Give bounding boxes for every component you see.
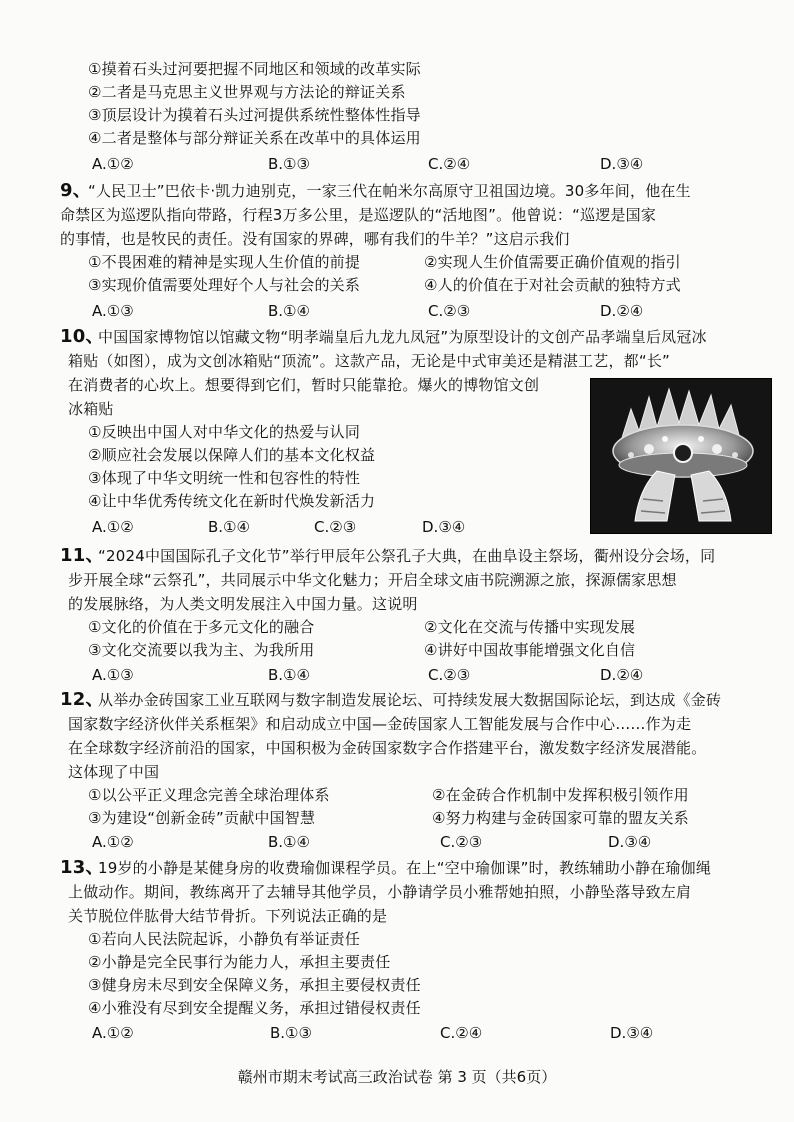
q12-stem-line-3: 在全球数字经济前沿的国家，中国积极为金砖国家数字合作搭建平台，激发数字经济发展潜能。 <box>68 739 707 757</box>
q10-statement-2: ②顺应社会发展以保障人们的基本文化权益 <box>88 446 376 464</box>
q11-options <box>92 664 712 686</box>
q13-option-c[interactable]: C.②④ <box>440 1024 483 1042</box>
q12-stem-line-1: 从举办金砖国家工业互联网与数字制造发展论坛、可持续发展大数据国际论坛，到达成《金砖 <box>98 691 722 709</box>
q8-option-d[interactable]: D.③④ <box>600 155 644 173</box>
q8-statement-3: ③顶层设计为摸着石头过河提供系统性整体性指导 <box>88 106 421 124</box>
q10-option-b[interactable]: B.①④ <box>208 518 250 536</box>
q10-stem-line-3: 在消费者的心坎上。想要得到它们，暂时只能靠抢。爆火的博物馆文创 <box>68 376 540 394</box>
page-footer: 赣州市期末考试高三政治试卷 第 3 页（共6页） <box>237 1068 557 1086</box>
q12-number: 12、 <box>60 689 104 710</box>
q9-statement-4: ④人的价值在于对社会贡献的独特方式 <box>424 276 681 294</box>
q13-statement-3: ③健身房未尽到安全保障义务，承担主要侵权责任 <box>88 976 421 994</box>
q8-statement-4: ④二者是整体与部分辩证关系在改革中的具体运用 <box>88 129 421 147</box>
q12-option-c[interactable]: C.②③ <box>440 833 483 851</box>
q11-statement-4: ④讲好中国故事能增强文化自信 <box>424 641 636 659</box>
q13-statement-2: ②小静是完全民事行为能力人，承担主要责任 <box>88 953 391 971</box>
q11-option-a[interactable]: A.①③ <box>92 666 134 684</box>
q11-option-d[interactable]: D.②④ <box>600 666 644 684</box>
q10-option-a[interactable]: A.①② <box>92 518 134 536</box>
q9-statement-3: ③实现价值需要处理好个人与社会的关系 <box>88 276 361 294</box>
q12-option-b[interactable]: B.①④ <box>268 833 310 851</box>
q12-option-d[interactable]: D.③④ <box>608 833 652 851</box>
q9-statement-1: ①不畏困难的精神是实现人生价值的前提 <box>88 253 361 271</box>
q9-stem-line-1: “人民卫士”巴依卡·凯力迪别克，一家三代在帕米尔高原守卫祖国边境。30多年间，他在生 <box>88 182 691 200</box>
q11-stem-line-2: 步开展全球“云祭孔”，共同展示中华文化魅力；开启全球文庙书院溯源之旅，探源儒家思想 <box>68 571 677 589</box>
q12-statement-1: ①以公平正义理念完善全球治理体系 <box>88 786 330 804</box>
q9-stem-line-2: 命禁区为巡逻队指向带路，行程3万多公里，是巡逻队的“活地图”。他曾说：“巡逻是国家 <box>60 206 657 224</box>
q11-statement-1: ①文化的价值在于多元文化的融合 <box>88 618 315 636</box>
q11-stem-line-3: 的发展脉络，为人类文明发展注入中国力量。这说明 <box>68 595 418 613</box>
q13-number: 13、 <box>60 857 104 878</box>
q10-option-c[interactable]: C.②③ <box>314 518 357 536</box>
q9-number: 9、 <box>60 180 91 201</box>
phoenix-crown-icon <box>591 379 771 533</box>
q13-stem-line-2: 上做动作。期间，教练离开了去辅导其他学员，小静请学员小雅帮她拍照，小静坠落导致左肩 <box>68 883 692 901</box>
q11-stem-line-1: “2024中国国际孔子文化节”举行甲辰年公祭孔子大典，在曲阜设主祭场，衢州设分会场，同 <box>98 547 716 565</box>
q12-stem-line-2: 国家数字经济伙伴关系框架》和启动成立中国—金砖国家人工智能发展与合作中心……作为走 <box>68 715 692 733</box>
phoenix-crown-magnet-image <box>590 378 772 534</box>
q11-number: 11、 <box>60 545 104 566</box>
q9-statement-2: ②实现人生价值需要正确价值观的指引 <box>424 253 681 271</box>
q13-statement-4: ④小雅没有尽到安全提醒义务，承担过错侵权责任 <box>88 999 421 1017</box>
q10-option-d[interactable]: D.③④ <box>422 518 466 536</box>
q8-statement-2: ②二者是马克思主义世界观与方法论的辩证关系 <box>88 83 406 101</box>
q10-statement-3: ③体现了中华文明统一性和包容性的特性 <box>88 469 361 487</box>
q9-option-a[interactable]: A.①③ <box>92 302 134 320</box>
q13-statement-1: ①若向人民法院起诉，小静负有举证责任 <box>88 930 361 948</box>
q8-option-c[interactable]: C.②④ <box>428 155 471 173</box>
q13-option-a[interactable]: A.①② <box>92 1024 134 1042</box>
q12-statement-3: ③为建设“创新金砖”贡献中国智慧 <box>88 809 316 827</box>
q9-stem-line-3: 的事情，也是牧民的责任。没有国家的界碑，哪有我们的牛羊？”这启示我们 <box>60 230 570 248</box>
q8-statement-1: ①摸着石头过河要把握不同地区和领域的改革实际 <box>88 60 421 78</box>
q12-statement-4: ④努力构建与金砖国家可靠的盟友关系 <box>432 809 689 827</box>
q12-options <box>92 831 712 853</box>
q12-statement-2: ②在金砖合作机制中发挥积极引领作用 <box>432 786 689 804</box>
q10-statement-4: ④让中华优秀传统文化在新时代焕发新活力 <box>88 492 376 510</box>
q11-statement-2: ②文化在交流与传播中实现发展 <box>424 618 636 636</box>
q8-options <box>92 153 712 175</box>
q10-statement-1: ①反映出中国人对中华文化的热爱与认同 <box>88 423 361 441</box>
q12-stem-line-4: 这体现了中国 <box>68 763 160 781</box>
q13-option-d[interactable]: D.③④ <box>610 1024 654 1042</box>
q9-option-c[interactable]: C.②③ <box>428 302 471 320</box>
q13-stem-line-1: 19岁的小静是某健身房的收费瑜伽课程学员。在上“空中瑜伽课”时，教练辅助小静在瑜伽绳 <box>98 859 712 877</box>
q9-option-d[interactable]: D.②④ <box>600 302 644 320</box>
q10-options <box>92 516 492 538</box>
q9-options <box>92 300 712 322</box>
q13-stem-line-3: 关节脱位伴肱骨大结节骨折。下列说法正确的是 <box>68 907 388 925</box>
q8-option-a[interactable]: A.①② <box>92 155 134 173</box>
q13-option-b[interactable]: B.①③ <box>270 1024 312 1042</box>
q13-options <box>92 1022 712 1044</box>
q9-option-b[interactable]: B.①④ <box>268 302 310 320</box>
q10-stem-line-2: 箱贴（如图），成为文创冰箱贴“顶流”。这款产品，无论是中式审美还是精湛工艺，都“长” <box>68 352 670 370</box>
q10-number: 10、 <box>60 326 104 347</box>
q11-option-b[interactable]: B.①④ <box>268 666 310 684</box>
q11-option-c[interactable]: C.②③ <box>428 666 471 684</box>
q8-option-b[interactable]: B.①③ <box>268 155 310 173</box>
q11-statement-3: ③文化交流要以我为主、为我所用 <box>88 641 315 659</box>
q10-stem-line-4: 冰箱贴 <box>68 400 114 418</box>
q10-stem-line-1: 中国国家博物馆以馆藏文物“明孝端皇后九龙九凤冠”为原型设计的文创产品孝端皇后凤冠冰 <box>98 328 707 346</box>
q12-option-a[interactable]: A.①② <box>92 833 134 851</box>
